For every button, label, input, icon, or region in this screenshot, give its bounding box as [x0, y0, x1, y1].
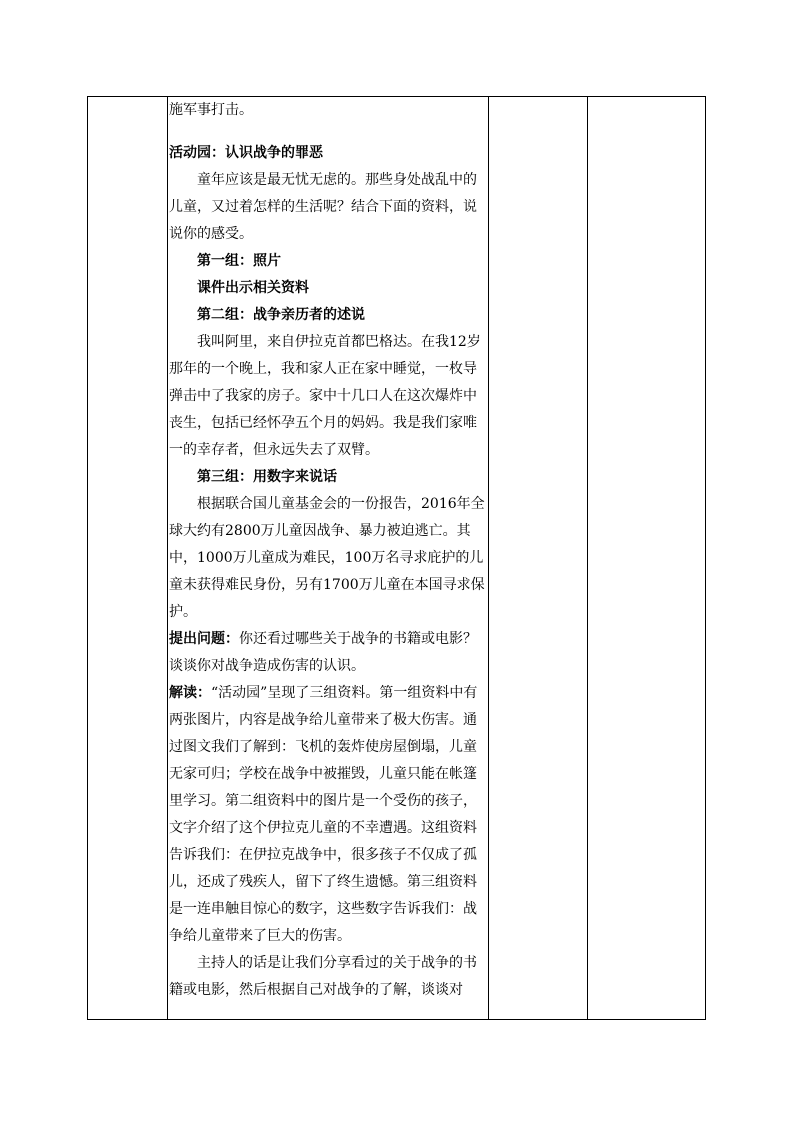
- story-paragraph: 我叫阿里，来自伊拉克首都巴格达。在我12岁那年的一个晚上，我和家人正在家中睡觉，一枚导弹击中了我家的房子。家中十几口人在这次爆炸中丧生，包括已经怀孕五个月的妈妈。我是我们家唯一的幸存者，但永远失去了双臂。: [169, 334, 481, 458]
- lesson-content-cell: [169, 97, 489, 1004]
- host-paragraph: 主持人的话是让我们分享看过的关于战争的书籍或电影，然后根据自己对战争的了解，谈谈对: [169, 955, 477, 998]
- group3-heading: 第三组：用数字来说话: [197, 469, 337, 485]
- analysis-paragraph: [169, 680, 489, 950]
- intro-paragraph: 童年应该是最无忧无虑的。那些身处战乱中的儿童，又过着怎样的生活呢？结合下面的资料，说说你的感受。: [169, 172, 477, 242]
- group1-heading: 第一组：照片: [197, 253, 281, 269]
- group2-heading: 第二组：战争亲历者的述说: [197, 307, 365, 323]
- section-heading: 活动园：认识战争的罪恶: [169, 145, 323, 161]
- question-label: 提出问题：: [169, 631, 239, 647]
- question-paragraph: [169, 626, 489, 680]
- question-text: 你还看过哪些关于战争的书籍或电影？谈谈你对战争造成伤害的认识。: [169, 631, 477, 674]
- courseware-note: 课件出示相关资料: [197, 280, 309, 296]
- analysis-text: “活动园”呈现了三组资料。第一组资料中有两张图片，内容是战争给儿童带来了极大伤害。通过图文我们了解到：飞机的轰炸使房屋倒塌，儿童无家可归；学校在战争中被摧毁，儿童只能在帐篷里学习。第二组资料中的图片是一个受伤的孩子，文字介绍了这个伊拉克儿童的不幸遭遇。这组资料告诉我们：在伊拉克战争中，很多孩子不仅成了孤儿，还成了残疾人，留下了终生遗憾。第三组资料是一连串触目惊心的数字，这些数字告诉我们：战争给儿童带来了巨大的伤害。: [169, 685, 478, 944]
- continued-text: 施军事打击。: [169, 102, 253, 118]
- column-divider: [587, 97, 588, 1019]
- column-divider: [167, 97, 168, 1019]
- numbers-paragraph: 根据联合国儿童基金会的一份报告，2016年全球大约有2800万儿童因战争、暴力被迫逃亡。其中，1000万儿童成为难民，100万名寻求庇护的儿童未获得难民身份，另有1700万儿童在本国寻求保护。: [169, 496, 485, 620]
- analysis-label: 解读：: [169, 685, 211, 701]
- lesson-table: [87, 96, 706, 1020]
